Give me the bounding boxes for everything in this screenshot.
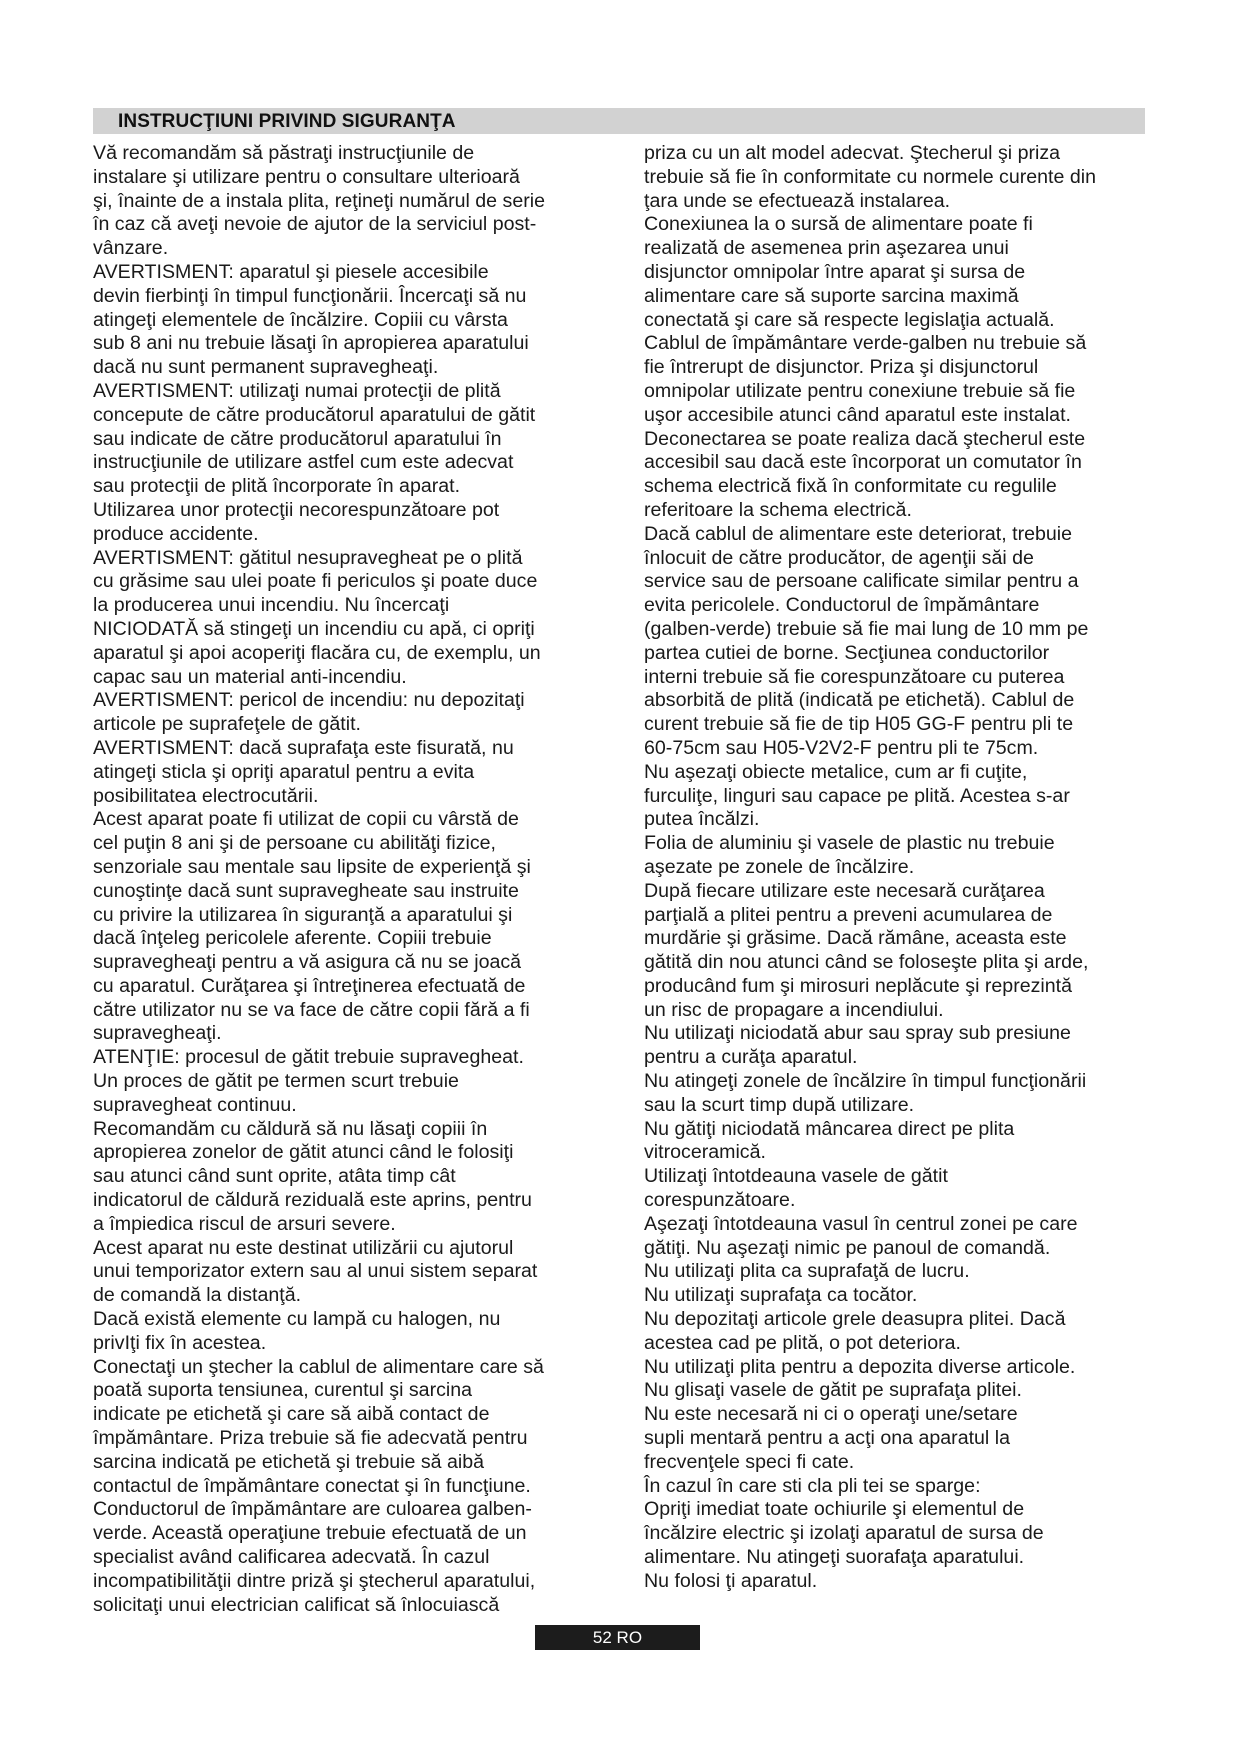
paragraph: AVERTISMENT: pericol de incendiu: nu depozitaţi articole pe suprafeţele de gătit. [93,689,525,736]
section-header-bar [93,108,1145,134]
paragraph: Opriţi imediat toate ochiurile şi elementul de încălzire electric şi izolaţi aparatul de sursa de alimentare. Nu atingeţi suorafaţa aparatului. [644,1498,1044,1569]
paragraph: Nu utilizaţi plita pentru a depozita diverse articole. [644,1355,1076,1378]
paragraph: Nu utilizaţi suprafaţa ca tocător. [644,1284,918,1307]
paragraph: Conductorul de împământare are culoarea galben- verde. Această operaţiune trebuie efectuată de un specialist având calificarea adecvată. În cazul incompatibilităţii dintre priză şi ştecherul aparatului, solicitaţi unui electrician calificat să înlocuiască [93,1498,536,1616]
paragraph: Nu este necesară ni ci o operaţi une/setare supli mentară pentru a acţi ona aparatul la frecvenţele speci fi cate. [644,1403,1018,1473]
paragraph: Nu depozitaţi articole grele deasupra plitei. Dacă acestea cad pe plită, o pot deteriora. [644,1308,1066,1354]
paragraph: Folia de aluminiu şi vasele de plastic nu trebuie aşezate pe zonele de încălzire. [644,832,1055,878]
left-text-column [93,142,621,1617]
paragraph: După fiecare utilizare este necesară curăţarea parţială a plitei pentru a preveni acumularea de murdărie şi grăsime. Dacă rămâne, aceasta este gătită din nou atunci când se foloseşte plita şi arde, producând fum şi mirosuri neplăcute şi reprezintă un risc de propagare a incendiului. [644,879,1089,1021]
paragraph: AVERTISMENT: utilizaţi numai protecţii de plită concepute de către producătorul aparatului de gătit sau indicate de către producătorul aparatului în instrucţiunile de utilizare astfel cum este adecvat sau protecţii de plită încorporate în aparat. Utilizarea unor protecţii necorespunzătoare pot produce accidente. [93,379,536,545]
page-number-label: 52 RO [535,1625,700,1650]
paragraph: ATENŢIE: procesul de gătit trebuie supravegheat. Un proces de gătit pe termen scurt trebuie supravegheat continuu. [93,1046,524,1116]
paragraph: Nu utilizaţi plita ca suprafaţă de lucru. [644,1260,970,1283]
paragraph: Nu folosi ţi aparatul. [644,1569,818,1592]
paragraph: Acest aparat nu este destinat utilizării cu ajutorul unui temporizator extern sau al unui sistem separat de comandă la distanţă. [93,1236,538,1307]
paragraph: priza cu un alt model adecvat. Ştecherul şi priza trebuie să fie în conformitate cu normele curente din ţara unde se efectuează instalarea. [644,142,1096,212]
paragraph: Cablul de împământare verde-galben nu trebuie să fie întrerupt de disjunctor. Priza şi disjunctorul omnipolar utilizate pentru conexiune trebuie să fie uşor accesibile atunci când aparatul este instalat. [644,332,1087,426]
paragraph: Nu utilizaţi niciodată abur sau spray sub presiune pentru a curăţa aparatul. [644,1022,1071,1069]
paragraph: Vă recomandăm să păstraţi instrucţiunile de instalare şi utilizare pentru o consultare ulterioară şi, înainte de a instala plita, reţineţi numărul de serie în caz că aveţi nevoie de ajutor de la serviciul post- vânzare. [93,142,545,260]
paragraph: Utilizaţi întotdeauna vasele de gătit corespunzătoare. [644,1165,948,1212]
paragraph: Deconectarea se poate realiza dacă ştecherul este accesibil sau dacă este încorporat un comutator în schema electrică fixă în conformitate cu regulile referitoare la schema electrică. [644,427,1086,521]
paragraph: Nu glisaţi vasele de gătit pe suprafaţa plitei. [644,1379,1022,1402]
paragraph: Aşezaţi întotdeauna vasul în centrul zonei pe care gătiţi. Nu aşezaţi nimic pe panoul de comandă. [644,1212,1078,1259]
paragraph: Nu aşezaţi obiecte metalice, cum ar fi cuţite, furculiţe, linguri sau capace pe plită. Acestea s-ar putea încălzi. [644,760,1070,831]
right-text-column [644,142,1146,1594]
paragraph: Nu atingeţi zonele de încălzire în timpul funcţionării sau la scurt timp după utilizare. [644,1070,1087,1116]
paragraph: Conectaţi un ştecher la cablul de alimentare care să poată suporta tensiunea, curentul şi sarcina indicate pe etichetă şi care să aibă contact de împământare. Priza trebuie să fie adecvată pentru sarcina indicată pe etichetă şi trebuie să aibă contactul de împământare conectat şi în funcţiune. [93,1355,544,1497]
section-title: INSTRUCŢIUNI PRIVIND SIGURANŢA [118,111,456,132]
paragraph: Dacă cablul de alimentare este deteriorat, trebuie înlocuit de către producător, de agenţii săi de service sau de persoane calificate similar pentru a evita pericolele. Conductorul de împământare (galben-verde) trebuie să fie mai lung de 10 mm pe partea cutiei de borne. Secţiunea conductorilor interni trebuie să fie corespunzătoare cu puterea absorbită de plită (indicată pe etichetă). Cablul de curent trebuie să fie de tip H05 GG-F pentru pli te 60-75cm sau H05-V2V2-F pentru pli te 75cm. [644,522,1089,759]
paragraph: Nu gătiţi niciodată mâncarea direct pe plita vitroceramică. [644,1117,1015,1164]
paragraph: Acest aparat poate fi utilizat de copii cu vârstă de cel puţin 8 ani şi de persoane cu abilităţi fizice, senzoriale sau mentale sau lipsite de experienţă şi cunoştinţe dacă sunt supravegheate sau instruite cu privire la utilizarea în siguranţă a aparatului şi dacă înţeleg pericolele aferente. Copiii trebuie supravegheaţi pentru a vă asigura că nu se joacă cu aparatul. Curăţarea şi întreţinerea efectuată de către utilizator nu se va face de către copii fără a fi supravegheaţi. [93,808,531,1045]
paragraph: Conexiunea la o sursă de alimentare poate fi realizată de asemenea prin aşezarea unui disjunctor omnipolar între aparat şi sursa de alimentare care să suporte sarcina maximă conectată şi care să respecte legislaţia actuală. [644,213,1055,331]
paragraph: Recomandăm cu căldură să nu lăsaţi copiii în apropierea zonelor de gătit atunci când le folosiţi sau atunci când sunt oprite, atâta timp cât indicatorul de căldură reziduală este aprins, pentru a împiedica riscul de arsuri severe. [93,1117,532,1235]
paragraph: AVERTISMENT: aparatul şi piesele accesibile devin fierbinţi în timpul funcţionării. Încercaţi să nu atingeţi elementele de încălzire. Copiii cu vârsta sub 8 ani nu trebuie lăsaţi în apropierea aparatului dacă nu sunt permanent supravegheaţi. [93,260,529,379]
paragraph: AVERTISMENT: dacă suprafaţa este fisurată, nu atingeţi sticla şi opriţi aparatul pentru a evita posibilitatea electrocutării. [93,736,514,807]
paragraph: În cazul în care sti cla pli tei se sparge: [644,1474,981,1497]
paragraph: Dacă există elemente cu lampă cu halogen, nu privIţi fix în acestea. [93,1308,501,1354]
paragraph: AVERTISMENT: gătitul nesupravegheat pe o plită cu grăsime sau ulei poate fi periculos şi poate duce la producerea unui incendiu. Nu încercaţi NICIODATĂ să stingeţi un incendiu cu apă, ci opriţi aparatul şi apoi acoperiţi flacăra cu, de exemplu, un capac sau un material anti-incendiu. [93,546,541,688]
